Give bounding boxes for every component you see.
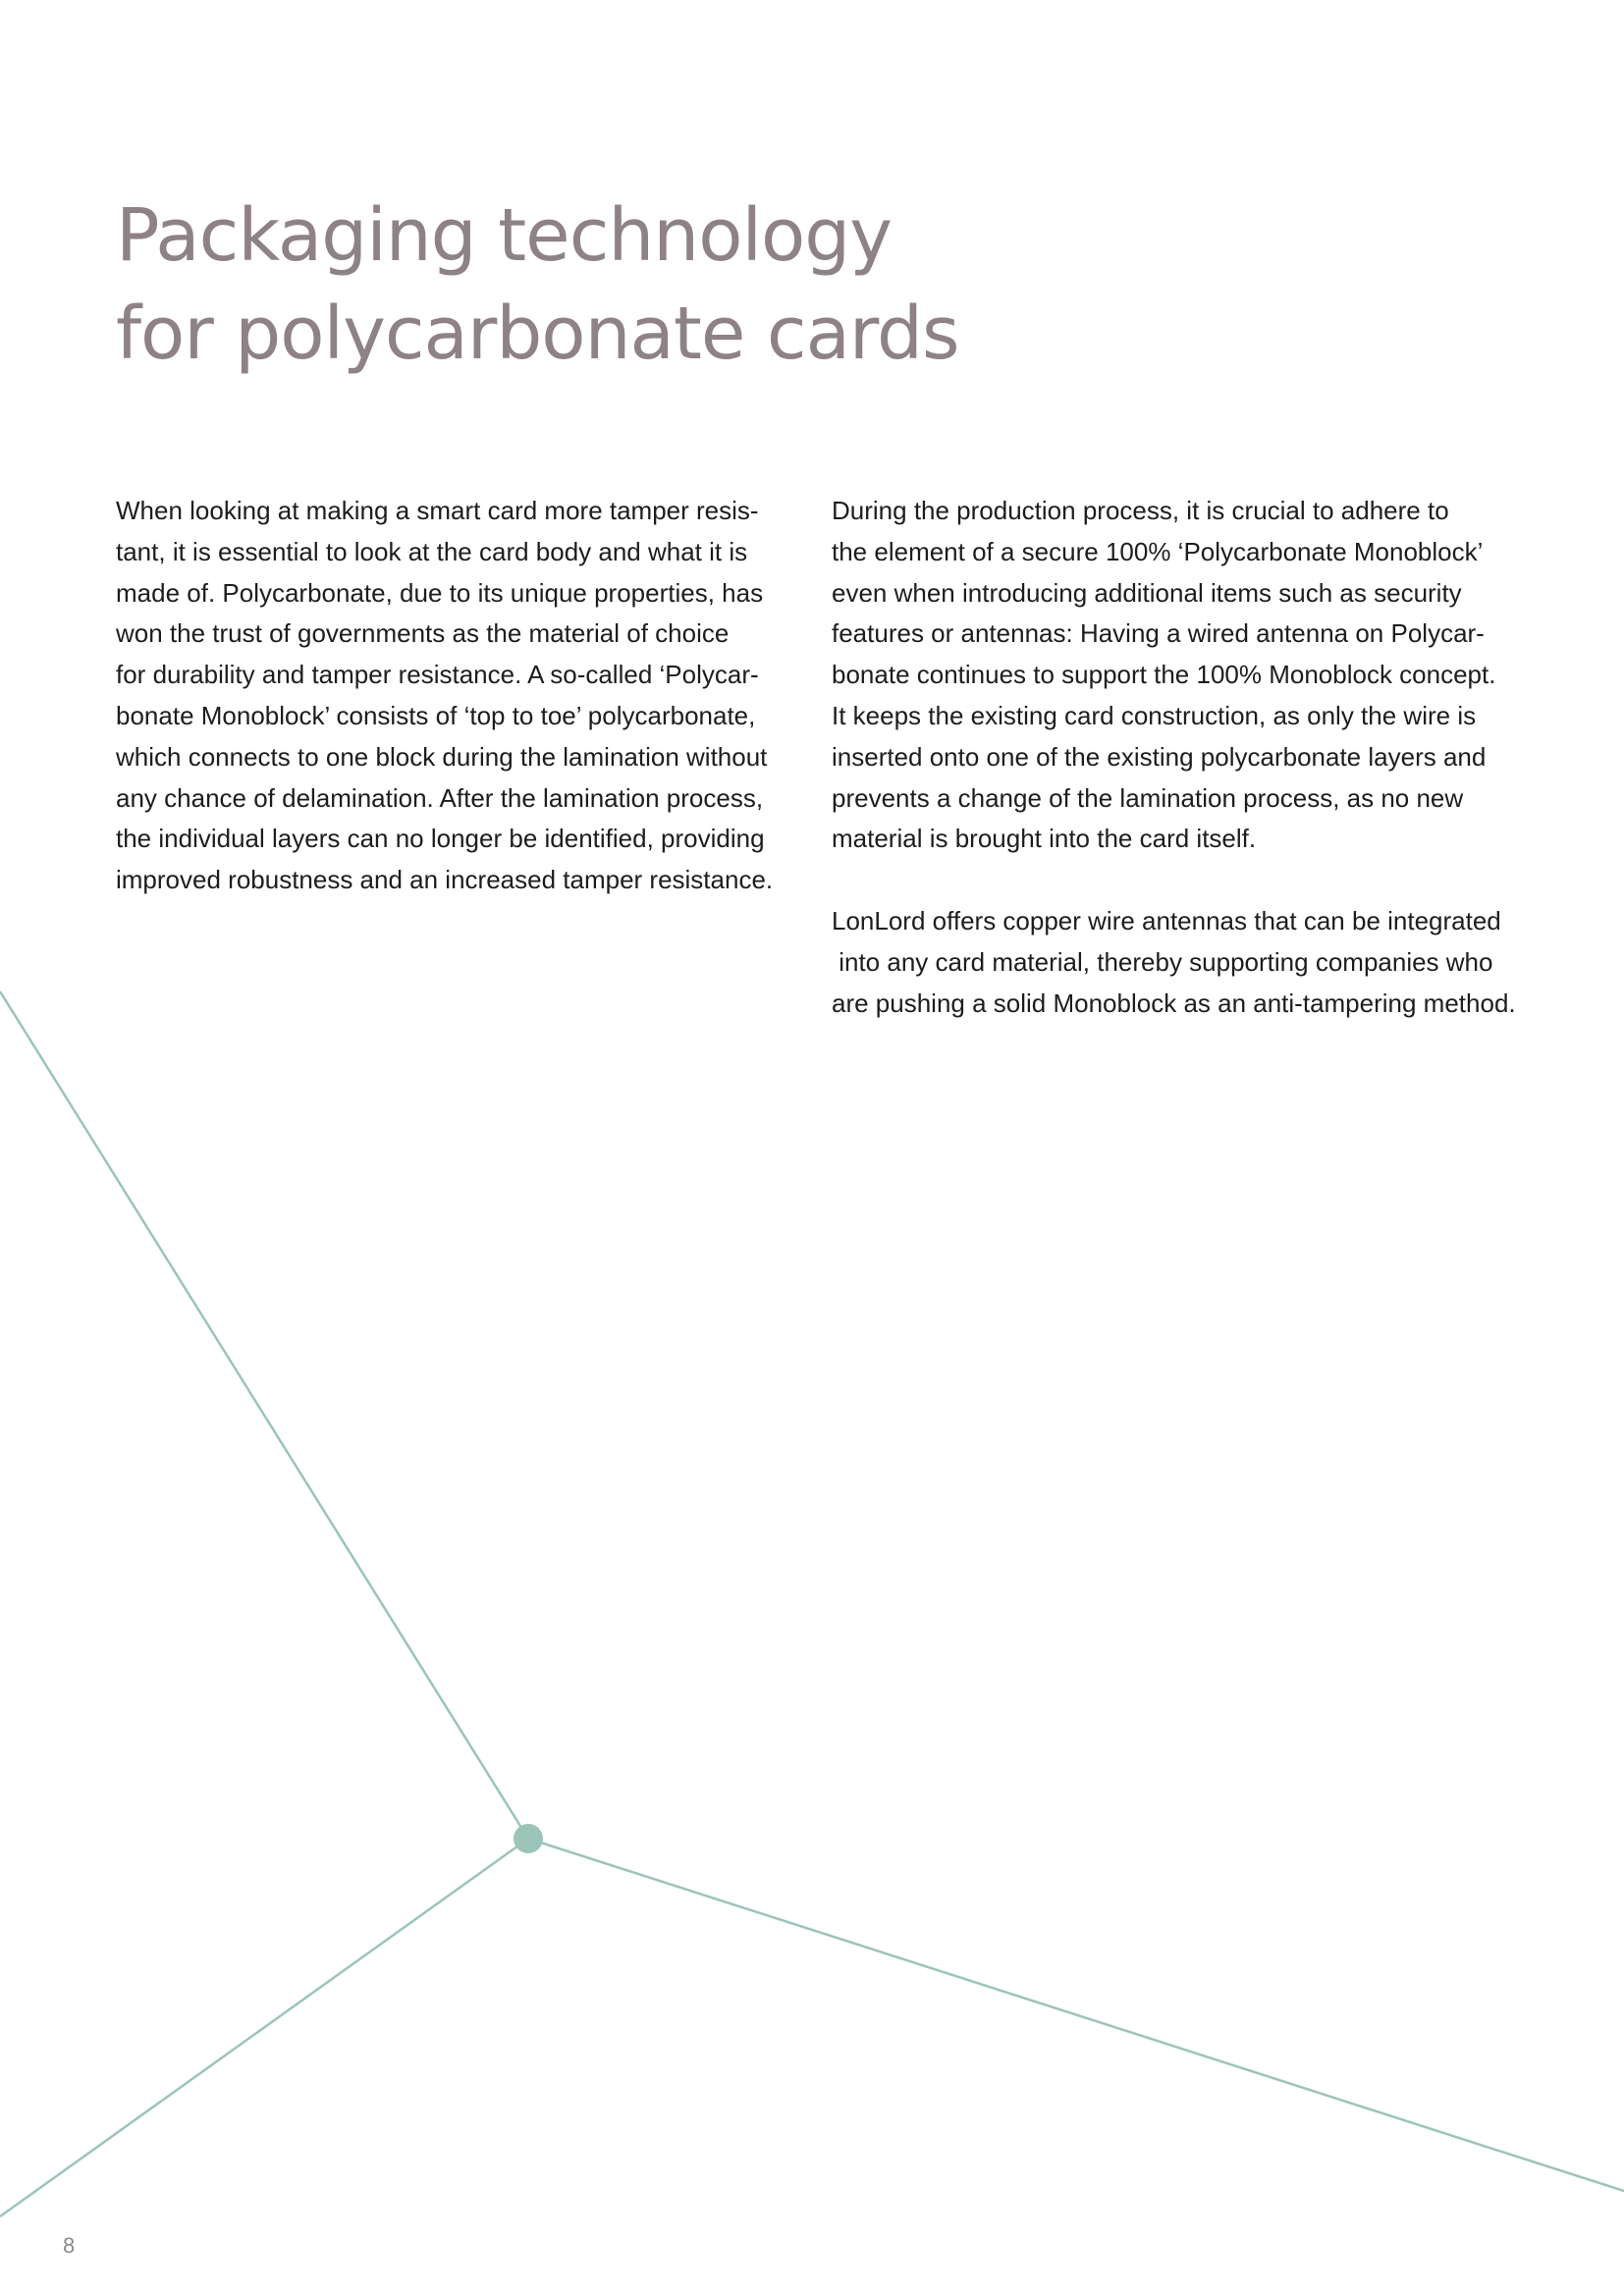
left-text-column (116, 491, 803, 901)
page-title (116, 187, 959, 383)
decor-line-lower-left (0, 1839, 528, 2216)
text-line: the element of a secure 100% ‘Polycarbonate Monoblock’ (832, 536, 1484, 566)
decor-node-dot (514, 1824, 543, 1853)
text-line: made of. Polycarbonate, due to its unique properties, has (116, 577, 764, 608)
text-line: During the production process, it is crucial to adhere to (832, 496, 1449, 525)
right-paragraph-1 (832, 491, 1519, 860)
text-line: inserted onto one of the existing polycarbonate layers and (832, 741, 1487, 772)
page-title-line-1: Packaging technology (116, 193, 893, 278)
page-number: 8 (63, 2233, 76, 2258)
decor-line-right (528, 1839, 1624, 2191)
text-line: bonate continues to support the 100% Monoblock concept. (832, 660, 1496, 690)
text-line: which connects to one block during the lamination without (116, 741, 768, 772)
text-line: LonLord offers copper wire antennas that can be integrated (832, 905, 1501, 935)
text-line: When looking at making a smart card more tamper resis- (116, 496, 759, 525)
text-line: It keeps the existing card construction, as only the wire is (832, 700, 1477, 730)
text-line: are pushing a solid Monoblock as an anti-tampering method. (832, 988, 1516, 1018)
text-line: for durability and tamper resistance. A so-called ‘Polycar- (116, 660, 759, 690)
text-line: features or antennas: Having a wired antenna on Polycar- (832, 618, 1485, 649)
text-line: prevents a change of the lamination process, as no new (832, 782, 1464, 813)
text-line: the individual layers can no longer be identified, providing (116, 824, 765, 854)
page-title-line-2: for polycarbonate cards (116, 292, 959, 376)
right-text-column (832, 491, 1519, 1024)
right-paragraph-2 (832, 901, 1519, 1024)
text-line: into any card material, thereby supporting companies who (832, 946, 1493, 977)
left-paragraph (116, 491, 803, 901)
text-line: material is brought into the card itself. (832, 824, 1257, 854)
text-line: even when introducing additional items such as security (832, 577, 1462, 608)
text-line: any chance of delamination. After the lamination process, (116, 782, 764, 813)
decor-line-upper-left (0, 991, 528, 1839)
text-line: improved robustness and an increased tamper resistance. (116, 865, 774, 895)
text-line: bonate Monoblock’ consists of ‘top to toe’ polycarbonate, (116, 700, 756, 730)
text-line: won the trust of governments as the material of choice (116, 618, 730, 649)
text-line: tant, it is essential to look at the card body and what it is (116, 536, 748, 566)
